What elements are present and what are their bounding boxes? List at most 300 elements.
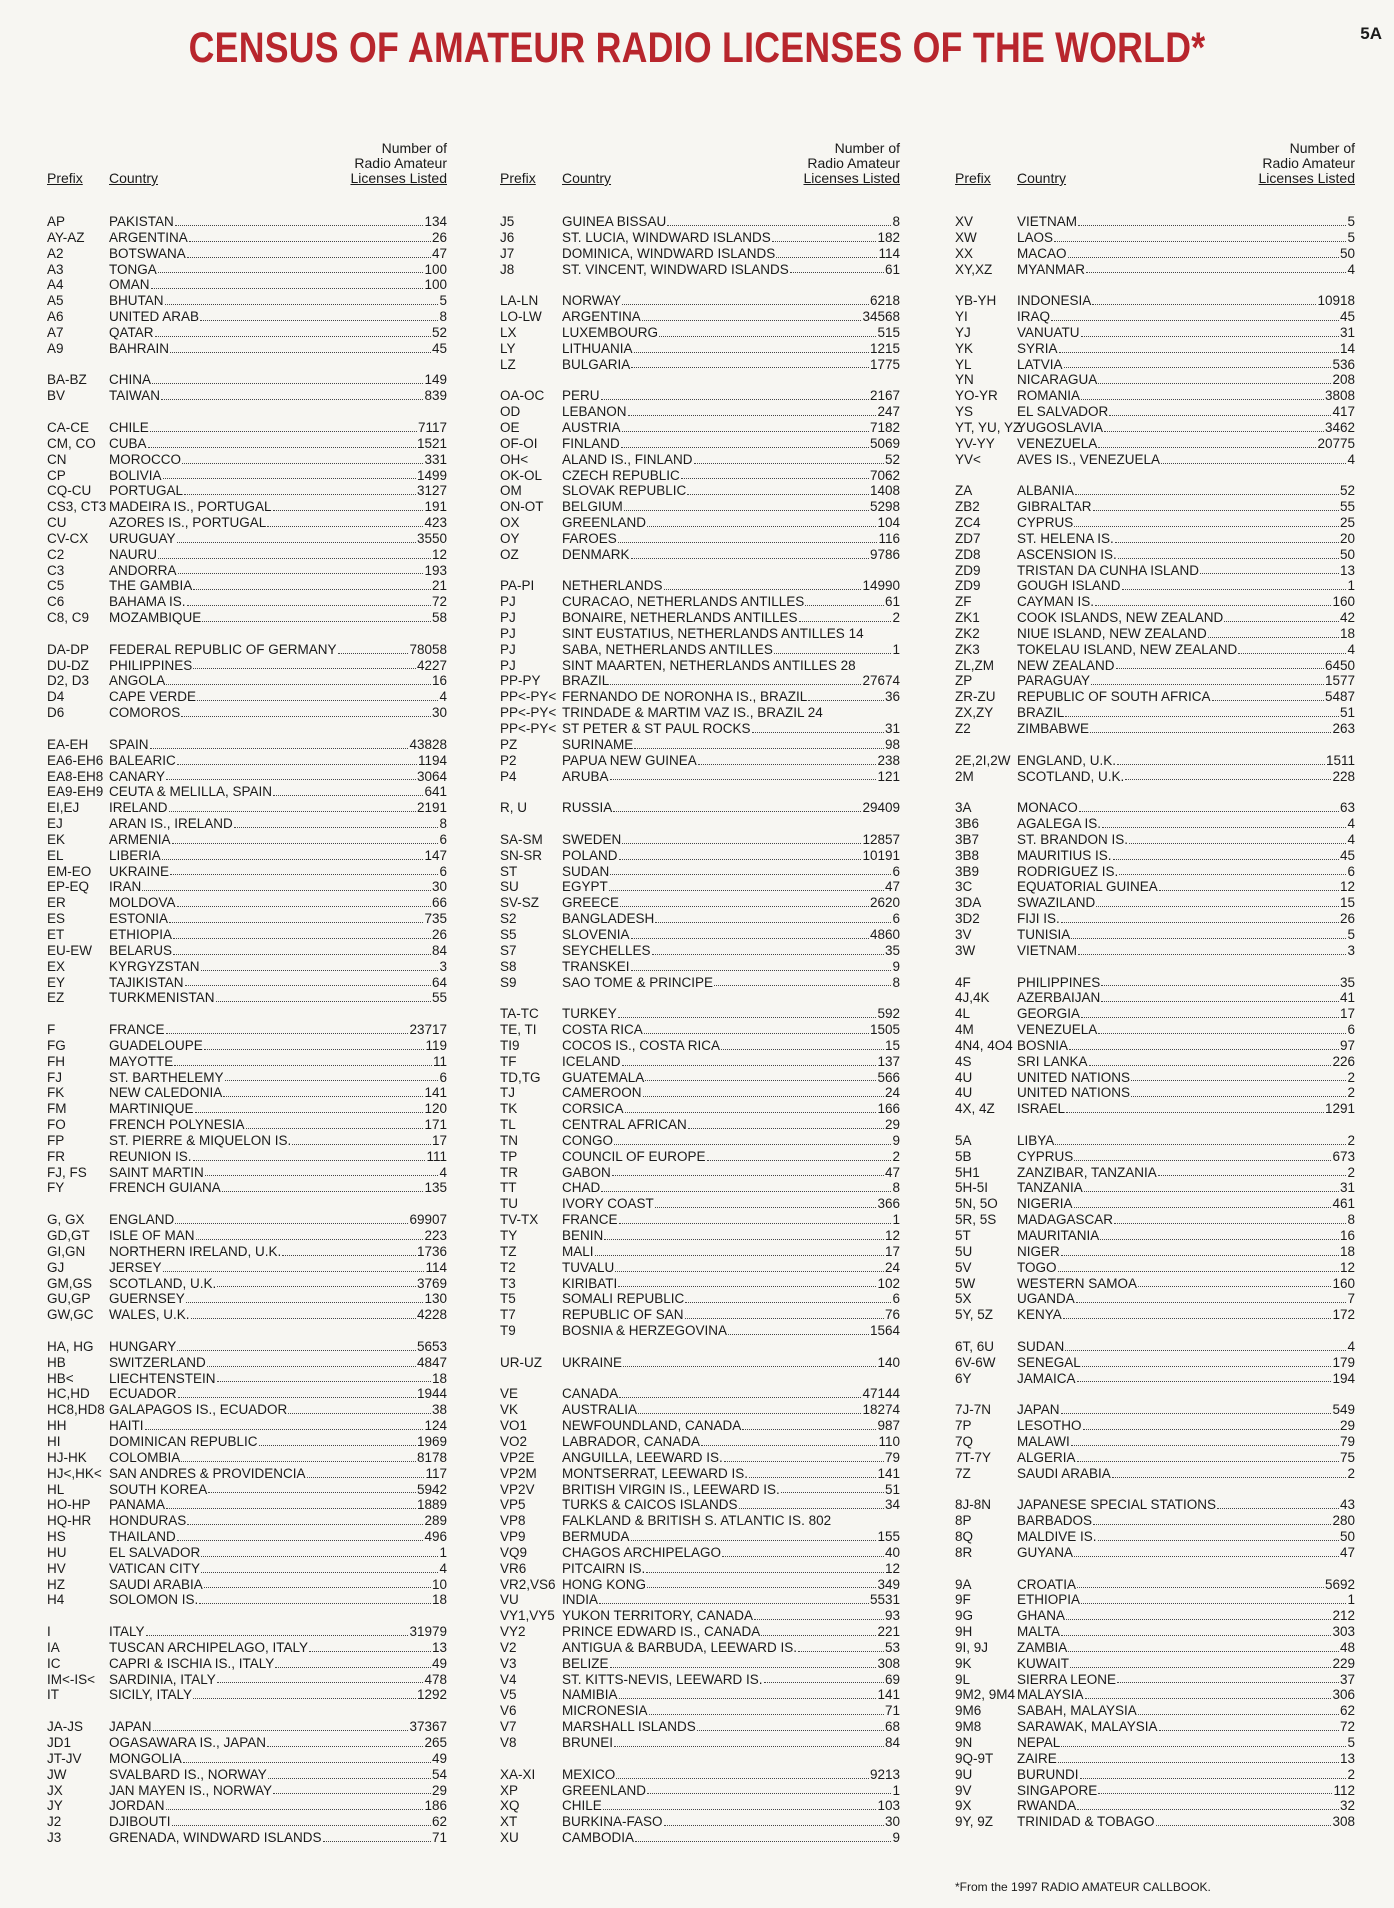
country-cell: PRINCE EDWARD IS., CANADA xyxy=(562,1624,761,1640)
country-cell: ST. BARTHELEMY xyxy=(109,1069,224,1085)
prefix-cell: FO xyxy=(47,1117,66,1133)
country-count-group xyxy=(1017,1133,1355,1149)
prefix-cell: VR2,VS6 xyxy=(500,1576,556,1592)
license-row xyxy=(500,293,900,309)
country-cell: NETHERLANDS xyxy=(562,578,663,594)
prefix-cell: IM<-IS< xyxy=(47,1671,96,1687)
license-count-cell: 1 xyxy=(892,1212,900,1228)
country-cell: GIBRALTAR xyxy=(1017,499,1092,515)
country-count-group xyxy=(1017,515,1355,531)
dot-leader xyxy=(681,468,869,480)
group-gap xyxy=(955,1386,1355,1402)
country-cell: FRANCE xyxy=(109,1022,165,1038)
license-row xyxy=(47,1228,447,1244)
license-row xyxy=(500,1687,900,1703)
country-cell: BOSNIA xyxy=(1017,1037,1069,1053)
prefix-cell: FK xyxy=(47,1085,65,1101)
prefix-cell: VP5 xyxy=(500,1497,526,1513)
license-count-cell: 1944 xyxy=(416,1386,447,1402)
country-cell: TURKMENISTAN xyxy=(109,990,215,1006)
country-count-group xyxy=(562,1624,900,1640)
prefix-cell: 3B6 xyxy=(955,816,980,832)
prefix-cell: FR xyxy=(47,1148,65,1164)
page-title: CENSUS OF AMATEUR RADIO LICENSES OF THE WORLD* xyxy=(188,24,1206,72)
country-count-group xyxy=(1017,341,1355,357)
prefix-cell: 8J-8N xyxy=(955,1497,992,1513)
country-count-group xyxy=(562,515,900,531)
prefix-cell: 5N, 5O xyxy=(955,1196,998,1212)
country-count-group xyxy=(109,1418,447,1434)
dot-leader xyxy=(1118,547,1339,559)
country-count-group xyxy=(562,1070,900,1086)
license-row xyxy=(500,483,900,499)
license-row xyxy=(955,769,1355,785)
prefix-cell: D6 xyxy=(47,705,65,721)
dot-leader xyxy=(1113,848,1339,860)
country-cell: ST. HELENA IS. xyxy=(1017,530,1114,546)
dot-leader xyxy=(701,1434,877,1446)
license-count-cell: 8 xyxy=(1347,1212,1355,1228)
country-count-group xyxy=(1017,1545,1355,1561)
license-count-cell: 16 xyxy=(431,673,447,689)
license-row xyxy=(955,1466,1355,1482)
country-count-group xyxy=(1017,309,1355,325)
license-row xyxy=(955,1101,1355,1117)
group-gap xyxy=(500,784,900,800)
license-count-cell: 31 xyxy=(1339,1180,1355,1196)
prefix-cell: JY xyxy=(47,1798,63,1814)
license-count-cell: 4 xyxy=(1347,831,1355,847)
license-row xyxy=(47,1339,447,1355)
dot-leader xyxy=(181,1450,416,1462)
license-count-cell: 18 xyxy=(431,1370,447,1386)
country-cell: SRI LANKA xyxy=(1017,1053,1088,1069)
license-row xyxy=(500,388,900,404)
license-count-cell: 47 xyxy=(1339,1544,1355,1560)
license-count-cell: 417 xyxy=(1332,404,1355,420)
country-cell: VATICAN CITY xyxy=(109,1560,201,1576)
country-count-group xyxy=(109,1276,447,1292)
license-row xyxy=(47,262,447,278)
license-count-cell: 2191 xyxy=(416,800,447,816)
country-cell: MYANMAR xyxy=(1017,261,1086,277)
license-row xyxy=(955,1672,1355,1688)
country-cell: JERSEY xyxy=(109,1259,162,1275)
license-count-cell: 31 xyxy=(884,721,900,736)
license-count-cell: 3769 xyxy=(416,1275,447,1291)
census-column-3 xyxy=(955,131,1355,1830)
country-cell: UKRAINE xyxy=(562,1354,623,1370)
license-row xyxy=(47,1371,447,1387)
country-count-group xyxy=(562,1291,900,1307)
license-count-cell: 36 xyxy=(884,689,900,705)
license-row xyxy=(500,1608,900,1624)
group-gap xyxy=(955,468,1355,484)
license-row xyxy=(47,230,447,246)
prefix-cell: PP<-PY< xyxy=(500,705,557,721)
license-count-cell: 6 xyxy=(892,1291,900,1307)
country-cell: TOKELAU ISLAND, NEW ZEALAND xyxy=(1017,641,1238,657)
country-cell: UNITED NATIONS xyxy=(1017,1069,1131,1085)
country-cell: ICELAND xyxy=(562,1053,621,1069)
prefix-cell: VP2M xyxy=(500,1465,537,1481)
prefix-cell: TN xyxy=(500,1132,518,1148)
license-row xyxy=(500,1355,900,1371)
country-count-group xyxy=(109,1751,447,1767)
prefix-cell: 3D2 xyxy=(955,911,980,927)
license-row xyxy=(47,1117,447,1133)
license-row xyxy=(500,1703,900,1719)
license-row xyxy=(500,673,900,689)
dot-leader xyxy=(307,1466,425,1478)
dot-leader xyxy=(187,246,431,258)
country-cell: ALAND IS., FINLAND xyxy=(562,451,693,467)
group-gap xyxy=(47,1006,447,1022)
license-count-cell: 179 xyxy=(1332,1354,1355,1370)
license-count-cell: 149 xyxy=(424,372,447,388)
country-cell: IRAQ xyxy=(1017,309,1051,325)
country-count-group xyxy=(562,341,900,357)
country-cell: TURKEY xyxy=(562,1006,617,1022)
prefix-cell: XV xyxy=(955,214,974,229)
country-count-group xyxy=(109,452,447,468)
country-cell: MARSHALL ISLANDS xyxy=(562,1719,696,1735)
country-count-group xyxy=(562,1830,900,1846)
dot-leader xyxy=(610,769,877,781)
dot-leader xyxy=(622,293,869,305)
country-cell: AZERBAIJAN xyxy=(1017,990,1101,1006)
license-row xyxy=(955,689,1355,705)
dot-leader xyxy=(1065,1339,1346,1351)
country-cell: MADEIRA IS., PORTUGAL xyxy=(109,499,272,515)
country-cell: GUERNSEY xyxy=(109,1291,185,1307)
prefix-cell: V2 xyxy=(500,1639,517,1655)
prefix-cell: 9Q-9T xyxy=(955,1750,994,1766)
country-count-group xyxy=(109,832,447,848)
country-count-group xyxy=(109,864,447,880)
license-row xyxy=(955,1798,1355,1814)
prefix-cell: P2 xyxy=(500,752,517,768)
dot-leader xyxy=(645,1070,876,1082)
license-row xyxy=(47,642,447,658)
license-row xyxy=(500,1323,900,1339)
prefix-cell: XP xyxy=(500,1782,519,1798)
dot-leader xyxy=(193,658,416,670)
country-count-group xyxy=(109,214,447,230)
prefix-cell: HB xyxy=(47,1354,66,1370)
license-row xyxy=(47,864,447,880)
dot-leader xyxy=(197,689,438,701)
dot-leader xyxy=(622,832,861,844)
country-cell: SOLOMON IS. xyxy=(109,1592,199,1608)
prefix-cell: YJ xyxy=(955,324,971,340)
prefix-cell: S5 xyxy=(500,926,517,942)
license-row xyxy=(47,1751,447,1767)
country-count-group xyxy=(1017,721,1355,737)
prefix-cell: EZ xyxy=(47,990,65,1006)
prefix-cell: FM xyxy=(47,1101,67,1117)
prefix-cell: S8 xyxy=(500,958,517,974)
country-cell: MONTSERRAT, LEEWARD IS. xyxy=(562,1465,749,1481)
country-cell: SABA, NETHERLANDS ANTILLES xyxy=(562,641,773,657)
country-count-group xyxy=(1017,610,1355,626)
prefix-cell: XA-XI xyxy=(500,1766,536,1782)
country-cell: YUGOSLAVIA xyxy=(1017,419,1104,435)
country-cell: BAHAMA IS. xyxy=(109,594,186,610)
license-count-cell: 2167 xyxy=(869,388,900,404)
country-cell: CHINA xyxy=(109,372,152,388)
country-count-group xyxy=(109,1830,447,1846)
license-row xyxy=(47,578,447,594)
license-row xyxy=(47,1291,447,1307)
license-row xyxy=(500,943,900,959)
license-count-cell: 308 xyxy=(1332,1814,1355,1830)
country-cell: GUATEMALA xyxy=(562,1069,645,1085)
license-count-cell: 5 xyxy=(1347,926,1355,942)
country-count-group xyxy=(1017,1450,1355,1466)
dot-leader xyxy=(275,1656,431,1668)
prefix-cell: PZ xyxy=(500,736,518,752)
license-count-cell: 55 xyxy=(1339,499,1355,515)
license-count-cell: 13 xyxy=(1339,1750,1355,1766)
prefix-cell: C2 xyxy=(47,546,65,562)
country-cell: PAPUA NEW GUINEA xyxy=(562,752,697,768)
prefix-cell: 5H-5I xyxy=(955,1180,989,1196)
license-row xyxy=(500,753,900,769)
dot-leader xyxy=(170,864,438,876)
dot-leader xyxy=(1071,1434,1339,1446)
country-count-group xyxy=(109,1687,447,1703)
country-cell: AVES IS., VENEZUELA xyxy=(1017,451,1161,467)
country-cell: GUYANA xyxy=(1017,1544,1074,1560)
country-count-group xyxy=(109,483,447,499)
license-row xyxy=(47,990,447,1006)
license-count-cell: 112 xyxy=(1333,1782,1355,1798)
prefix-cell: 3DA xyxy=(955,895,982,911)
dot-leader xyxy=(1089,1054,1332,1066)
prefix-cell: T9 xyxy=(500,1323,516,1339)
license-row xyxy=(47,1624,447,1640)
country-count-group xyxy=(1017,864,1355,880)
prefix-cell: OA-OC xyxy=(500,388,545,404)
country-cell: DJIBOUTI xyxy=(109,1814,171,1830)
license-row xyxy=(955,1038,1355,1054)
license-count-cell: 93 xyxy=(884,1608,900,1624)
dot-leader xyxy=(1078,214,1346,226)
country-count-group xyxy=(1017,1687,1355,1703)
prefix-cell: PA-PI xyxy=(500,578,535,594)
license-row xyxy=(955,230,1355,246)
license-row xyxy=(500,1244,900,1260)
dot-leader xyxy=(1092,293,1316,305)
dot-leader xyxy=(153,1719,409,1731)
country-count-group xyxy=(109,658,447,674)
prefix-cell: 4U xyxy=(955,1069,973,1085)
dot-leader xyxy=(1064,357,1332,369)
prefix-cell: TY xyxy=(500,1228,518,1243)
country-cell: LAOS xyxy=(1017,229,1054,245)
dot-leader xyxy=(169,911,423,923)
dot-leader xyxy=(1098,1022,1346,1034)
dot-leader xyxy=(634,341,869,353)
country-count-group xyxy=(109,1640,447,1656)
country-count-group xyxy=(109,1291,447,1307)
license-row xyxy=(955,1339,1355,1355)
prefix-cell: LO-LW xyxy=(500,309,542,325)
country-cell: MALAYSIA xyxy=(1017,1687,1084,1703)
country-count-group xyxy=(562,658,900,674)
dot-leader xyxy=(655,911,891,923)
license-count-cell: 6 xyxy=(1347,863,1355,879)
prefix-cell: SU xyxy=(500,879,519,895)
license-count-cell: 14 xyxy=(1339,340,1355,356)
license-row xyxy=(955,1276,1355,1292)
license-count-cell: 79 xyxy=(884,1449,900,1465)
country-count-group xyxy=(1017,848,1355,864)
prefix-cell: PJ xyxy=(500,625,516,641)
prefix-cell: EI,EJ xyxy=(47,800,80,816)
dot-leader xyxy=(225,1070,439,1082)
country-count-group xyxy=(562,388,900,404)
license-row xyxy=(955,404,1355,420)
license-count-cell: 62 xyxy=(1339,1703,1355,1719)
prefix-cell: OH< xyxy=(500,451,529,467)
country-cell: JAPAN xyxy=(109,1719,152,1735)
prefix-cell: ZL,ZM xyxy=(955,657,994,673)
prefix-cell: H4 xyxy=(47,1592,65,1608)
license-count-cell: 55 xyxy=(431,990,447,1006)
prefix-cell: I xyxy=(47,1624,51,1640)
license-count-cell: 673 xyxy=(1332,1148,1355,1164)
country-cell: BARBADOS xyxy=(1017,1513,1093,1529)
country-count-group xyxy=(109,420,447,436)
license-row xyxy=(47,1276,447,1292)
license-count-cell: 18 xyxy=(1339,1243,1355,1259)
dot-leader xyxy=(761,1624,876,1636)
prefix-cell: TV-TX xyxy=(500,1212,539,1228)
prefix-cell: A9 xyxy=(47,340,64,356)
country-count-group xyxy=(1017,1751,1355,1767)
country-count-group xyxy=(1017,483,1355,499)
prefix-cell: VP9 xyxy=(500,1529,526,1545)
license-row xyxy=(955,1022,1355,1038)
country-cell: SICILY, ITALY xyxy=(109,1687,193,1703)
prefix-cell: J2 xyxy=(47,1814,62,1830)
license-count-cell: 47144 xyxy=(862,1386,900,1402)
prefix-cell: IA xyxy=(47,1639,60,1655)
country-count-group xyxy=(1017,1371,1355,1387)
prefix-cell: CV-CX xyxy=(47,530,89,546)
dot-leader xyxy=(169,800,416,812)
dot-leader xyxy=(1098,1783,1332,1795)
license-row xyxy=(500,864,900,880)
dot-leader xyxy=(1101,990,1339,1002)
country-cell: COLOMBIA xyxy=(109,1449,181,1465)
country-count-group xyxy=(1017,1180,1355,1196)
country-cell: IVORY COAST xyxy=(562,1196,654,1212)
license-count-cell: 5 xyxy=(1347,214,1355,229)
dot-leader xyxy=(1058,1260,1339,1272)
prefix-cell: 9K xyxy=(955,1655,972,1671)
dot-leader xyxy=(246,1117,424,1129)
country-count-group xyxy=(109,1592,447,1608)
dot-leader xyxy=(618,1006,877,1018)
license-count-cell: 58 xyxy=(431,610,447,626)
license-count-cell: 536 xyxy=(1332,356,1355,372)
license-count-cell: 1291 xyxy=(1324,1101,1355,1117)
prefix-cell: OZ xyxy=(500,546,519,562)
license-count-cell: 1215 xyxy=(869,340,900,356)
license-count-cell: 182 xyxy=(877,229,900,245)
dot-leader xyxy=(204,1577,431,1589)
country-count-group xyxy=(109,372,447,388)
license-count-cell: 52 xyxy=(1339,483,1355,499)
license-row xyxy=(955,943,1355,959)
license-count-cell: 5531 xyxy=(869,1592,900,1608)
country-count-group xyxy=(109,689,447,705)
license-count-cell: 331 xyxy=(424,451,447,467)
dot-leader xyxy=(624,499,869,511)
country-count-group xyxy=(109,1022,447,1038)
prefix-cell: V7 xyxy=(500,1719,517,1735)
license-count-cell: 839 xyxy=(424,388,447,404)
country-cell: BENIN xyxy=(562,1228,604,1243)
country-count-group xyxy=(109,816,447,832)
license-count-cell: 5298 xyxy=(869,499,900,515)
country-count-group xyxy=(562,1386,900,1402)
country-count-group xyxy=(562,1640,900,1656)
country-count-group xyxy=(562,1687,900,1703)
country-cell: MALAWI xyxy=(1017,1433,1070,1449)
prefix-cell: GM,GS xyxy=(47,1275,93,1291)
license-count-cell: 4228 xyxy=(416,1307,447,1323)
license-row xyxy=(47,499,447,515)
license-count-cell: 124 xyxy=(424,1418,447,1434)
country-count-group xyxy=(109,531,447,547)
group-gap xyxy=(955,1561,1355,1577)
license-row xyxy=(47,769,447,785)
country-cell: GOUGH ISLAND xyxy=(1017,578,1121,594)
dot-leader xyxy=(1070,1656,1331,1668)
prefix-cell: ZR-ZU xyxy=(955,689,996,705)
country-count-group xyxy=(109,468,447,484)
license-count-cell: 9 xyxy=(892,1132,900,1148)
license-count-cell: 1505 xyxy=(869,1022,900,1038)
prefix-cell: R, U xyxy=(500,800,527,816)
dot-leader xyxy=(622,420,869,432)
license-count-cell: 2 xyxy=(1347,1164,1355,1180)
license-count-cell: 6 xyxy=(892,911,900,927)
country-cell: ST. PIERRE & MIQUELON IS. xyxy=(109,1132,292,1148)
prefix-cell: 9N xyxy=(955,1735,973,1750)
license-count-cell: 49 xyxy=(431,1750,447,1766)
dot-leader xyxy=(1081,1592,1346,1604)
country-cell: GHANA xyxy=(1017,1608,1066,1624)
country-count-group xyxy=(109,388,447,404)
country-cell: TONGA xyxy=(109,261,157,277)
country-count-group xyxy=(109,1244,447,1260)
license-count-cell: 303 xyxy=(1332,1624,1355,1640)
prefix-cell: CU xyxy=(47,515,67,531)
prefix-cell: EU-EW xyxy=(47,942,92,958)
group-gap xyxy=(955,784,1355,800)
prefix-cell: 9I, 9J xyxy=(955,1639,989,1655)
country-cell: SWITZERLAND xyxy=(109,1354,206,1370)
license-row xyxy=(955,1751,1355,1767)
country-count-group xyxy=(109,1402,447,1418)
license-count-cell: 30 xyxy=(884,1814,900,1830)
license-count-cell: 2 xyxy=(892,1148,900,1164)
